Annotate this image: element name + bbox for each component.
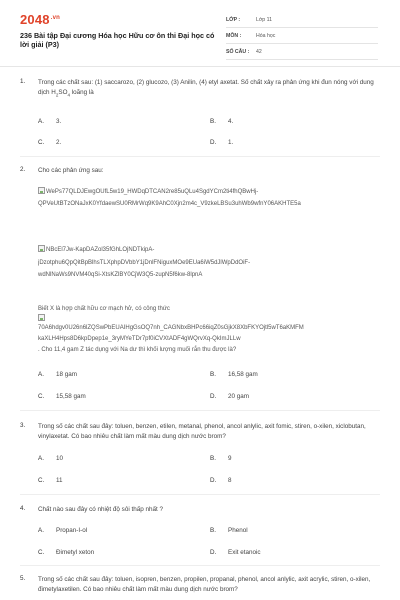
meta-key: SỐ CÂU :	[226, 48, 250, 55]
option-text: 4.	[228, 118, 234, 125]
question-number: 1.	[20, 78, 26, 85]
option-letter: A.	[38, 527, 44, 534]
option-text: Exit etanoic	[228, 549, 261, 556]
broken-image-reaction-2	[38, 245, 384, 255]
option-a[interactable]	[38, 371, 77, 378]
question-number: 5.	[20, 575, 26, 582]
option-text: 3.	[56, 118, 62, 125]
image-alt-line	[38, 323, 384, 333]
question-number: 4.	[20, 505, 26, 512]
option-a[interactable]	[38, 527, 87, 534]
option-letter: C.	[38, 549, 45, 556]
option-text: 16,58 gam	[228, 371, 258, 378]
question-intro: Cho các phản ứng sau:	[38, 167, 104, 174]
question-separator	[20, 565, 380, 566]
option-letter: A.	[38, 371, 44, 378]
question-text-line: Biết X là hợp chất hữu cơ mạch hở, có công thức	[38, 306, 170, 312]
logo-suffix: .vn	[50, 14, 61, 21]
document-header	[0, 0, 400, 62]
option-text: 20 gam	[228, 393, 250, 400]
option-letter: D.	[210, 139, 217, 146]
image-alt-text: WePs77QLDJEwgOUfL5w19_HWDqDTCAN2re85uQLu4SgdYCm2ti4fhQBwHj-	[46, 189, 259, 195]
option-letter: D.	[210, 549, 217, 556]
question-text: Chất nào sau đây có nhiệt độ sôi thấp nhất ?	[38, 506, 163, 513]
option-text: 1.	[228, 139, 234, 146]
option-letter: C.	[38, 139, 45, 146]
question-separator	[20, 410, 380, 411]
question-text: Trong số các chất sau đây: toluen, isopren, benzen, propilen, propanal, phenol, ancol anlylic, axit acrylic, stiren, o-xilen, đimetylaxetilen. Có bao nhiêu chất làm mất màu dung dịch nước brom?	[38, 576, 371, 593]
option-c[interactable]	[38, 393, 86, 400]
option-c[interactable]	[38, 549, 94, 556]
question-number: 2.	[20, 166, 26, 173]
option-text: 10	[56, 455, 64, 462]
option-text: 11	[56, 477, 63, 484]
option-letter: C.	[38, 477, 45, 484]
meta-row-count	[226, 44, 378, 60]
question-separator	[20, 156, 380, 157]
meta-key: MÔN :	[226, 32, 242, 39]
option-text: Propan-I-ol	[56, 527, 88, 534]
option-letter: D.	[210, 477, 217, 484]
option-text: 18 gam	[56, 371, 78, 378]
meta-value: Lớp 11	[256, 16, 272, 23]
logo-text: 2048	[20, 12, 50, 27]
option-letter: B.	[210, 371, 216, 378]
option-letter: A.	[38, 118, 44, 125]
option-b[interactable]	[210, 455, 232, 462]
meta-value: 42	[256, 48, 262, 55]
option-d[interactable]	[210, 393, 249, 400]
option-letter: D.	[210, 393, 217, 400]
option-text: Đimetyl xeton	[56, 549, 95, 556]
question-separator	[20, 494, 380, 495]
question-text	[38, 345, 384, 355]
broken-image-icon	[38, 187, 45, 194]
broken-image-icon	[38, 314, 45, 321]
meta-key: LỚP :	[226, 16, 241, 23]
option-letter: A.	[38, 455, 44, 462]
question-text	[38, 78, 382, 100]
option-letter: B.	[210, 527, 216, 534]
option-a[interactable]	[38, 455, 63, 462]
document-meta	[226, 12, 378, 60]
option-b[interactable]	[210, 118, 233, 125]
meta-value: Hóa học	[256, 32, 276, 39]
image-alt-text: QPVeUtBTzONaJxK0YfdaewSU0RMrWq9K9AhC0Xjn2m4c_V9zkeLBSu3uhWb9wfnY06AKHTE5a	[38, 201, 301, 207]
option-text: 8	[228, 477, 232, 484]
option-d[interactable]	[210, 139, 233, 146]
option-text: Phenol	[228, 527, 248, 534]
option-text: 9	[228, 455, 232, 462]
image-alt-text: wdNlNaWs9NVM40qSi-XtsKZlBY0CjW3Q5-zupN5f6kw-8lpnA	[38, 272, 203, 278]
option-text: 2.	[56, 139, 62, 146]
option-text: 15,58 gam	[56, 393, 86, 400]
option-letter: C.	[38, 393, 45, 400]
header-divider	[0, 66, 400, 67]
question-text: Trong số các chất sau đây: toluen, benzen, etilen, metanal, phenol, ancol anlylic, axit fomic, stiren, o-xilen, xiclobutan, vinylaxetat. Có bao nhiêu chất làm mất màu dung dịch nước brom?	[38, 423, 366, 440]
image-alt-line	[38, 270, 384, 280]
broken-image-reaction-1	[38, 187, 384, 197]
image-alt-line	[38, 199, 384, 209]
document-title: 236 Bài tập Đại cương Hóa học Hữu cơ ôn thi Đại học có lời giải (P3)	[20, 31, 215, 50]
option-letter: B.	[210, 455, 216, 462]
image-alt-text: NBcEl7Jw-KapDAZol35fGhLOjNDTkipA-	[46, 247, 155, 253]
option-b[interactable]	[210, 527, 248, 534]
question-text-line: . Cho 11,4 gam Z tác dụng với Na dư thì khối lượng muối rắn thu được là?	[38, 347, 237, 353]
meta-row-subject	[226, 28, 378, 44]
site-logo[interactable]	[20, 12, 60, 27]
image-alt-text: jDzotphu6QpQitBpBlhsTLXphpDVbbY1jDnlFNiguxMOe9EUa6iW5dJlWpDdOiF-	[38, 260, 251, 266]
question-text	[38, 304, 384, 314]
option-d[interactable]	[210, 477, 232, 484]
image-alt-text: 70A6hdgv0U26n6lZQSwPbEUAIHgGsOQ7nh_CAGNbxBHPc66iqZ0sGjkX8XbFKYOjtl5wT6aKMFM	[38, 325, 304, 331]
image-alt-line	[38, 258, 384, 268]
option-c[interactable]	[38, 477, 63, 484]
image-alt-text: kaXLH4Hps8D6kpDpep1e_3ryMYeTDr7pf0iCVXtADF4gWQrvXq-QkImJLLw	[38, 336, 241, 342]
question-number: 3.	[20, 422, 26, 429]
broken-image-icon	[38, 245, 45, 252]
option-a[interactable]	[38, 118, 61, 125]
option-d[interactable]	[210, 549, 261, 556]
question-text-line: Trong các chất sau: (1) saccarozo, (2) glucozo, (3) Anilin, (4) etyl axetat. Số chất xảy ra phản ứng khi đun nóng với dung dịch $H_2SO_4$ loãng là	[38, 79, 374, 98]
meta-row-class	[226, 12, 378, 28]
option-c[interactable]	[38, 139, 61, 146]
image-alt-line	[38, 334, 384, 344]
option-letter: B.	[210, 118, 216, 125]
option-b[interactable]	[210, 371, 258, 378]
